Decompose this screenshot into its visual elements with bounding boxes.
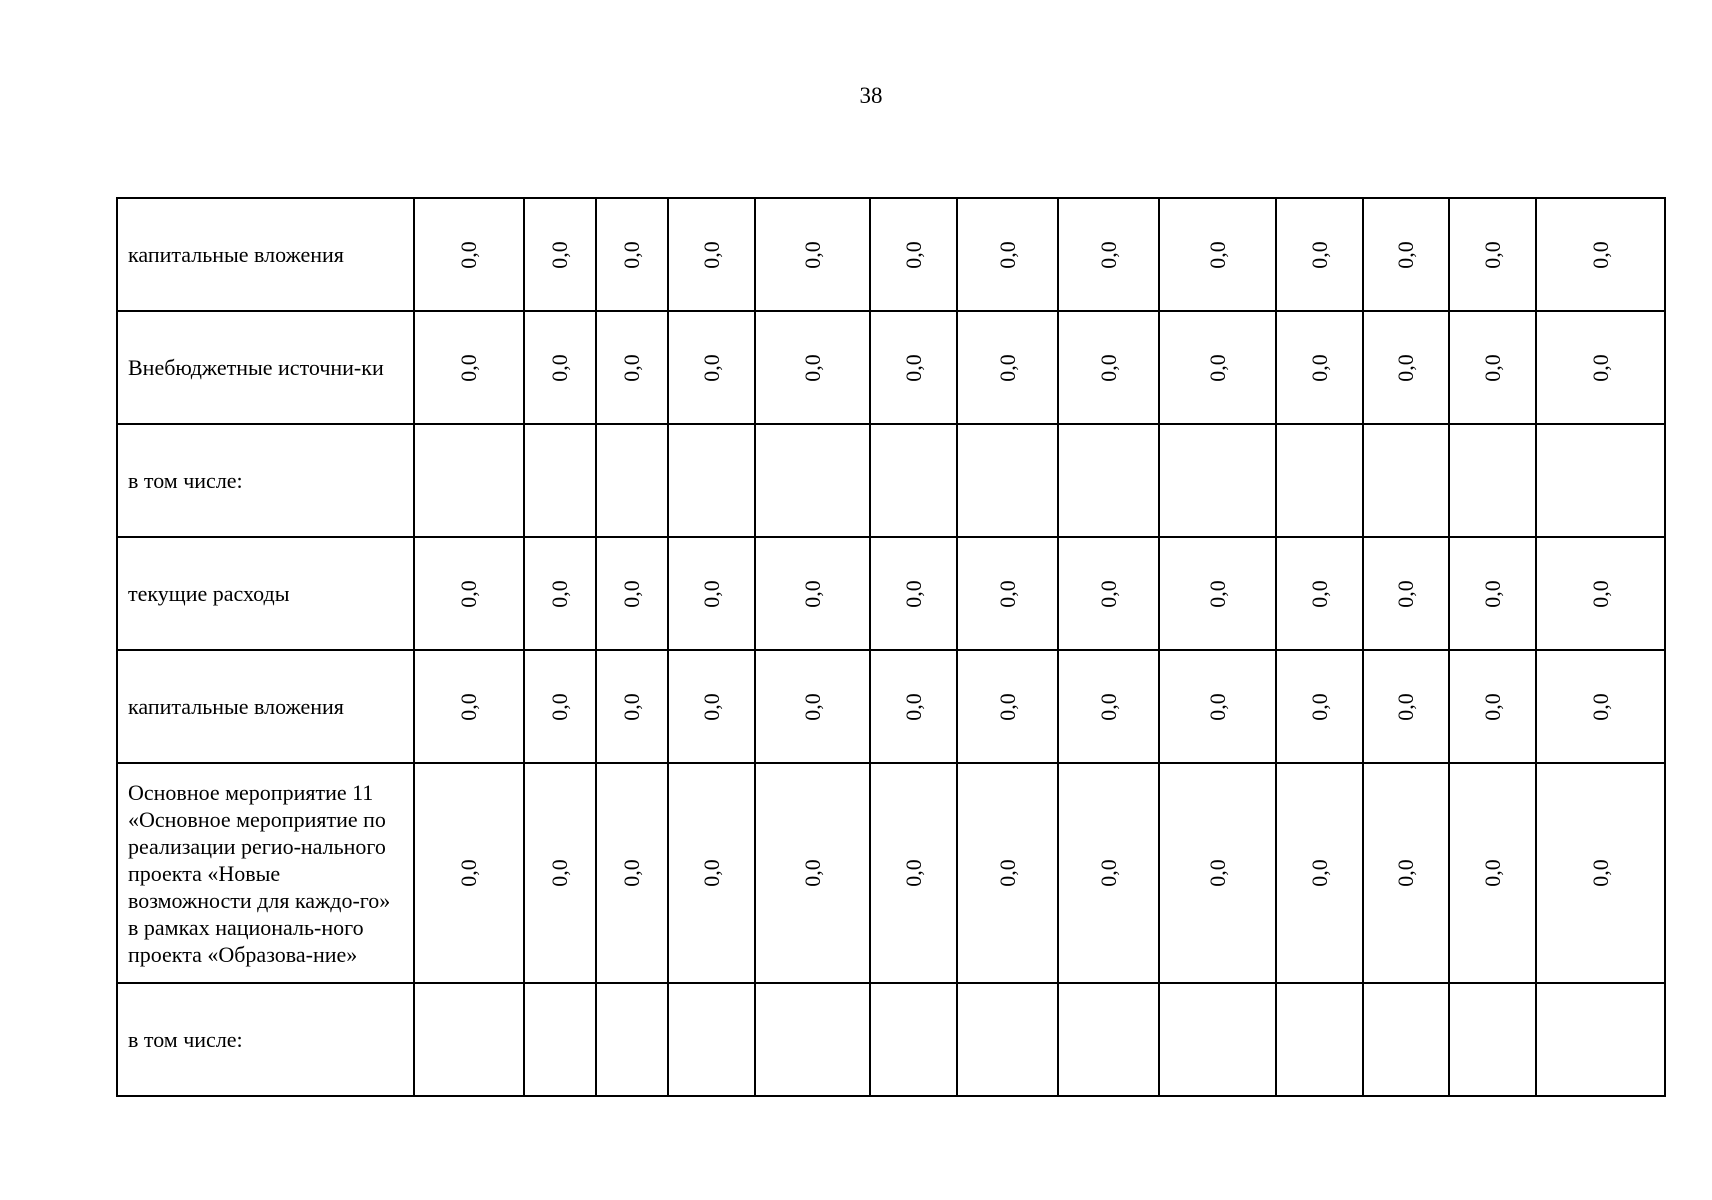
value-cell: [1159, 198, 1276, 311]
cell-value: 0,0: [698, 240, 724, 269]
cell-value: 0,0: [1587, 859, 1613, 887]
cell-value: 0,0: [1204, 353, 1230, 382]
table-row: [117, 983, 1665, 1096]
cell-value: 0,0: [799, 692, 825, 721]
cell-value: 0,0: [1587, 692, 1613, 721]
value-cell: [870, 763, 957, 983]
value-cell: [596, 983, 668, 1096]
cell-value: 0,0: [547, 240, 572, 269]
cell-value: 0,0: [1306, 579, 1332, 608]
cell-value: 0,0: [619, 579, 644, 608]
value-cell: [755, 198, 870, 311]
cell-value: 0,0: [619, 692, 644, 721]
value-cell: [1449, 763, 1536, 983]
table-row: [117, 650, 1665, 763]
value-cell: [1363, 983, 1449, 1096]
cell-value: 0,0: [698, 353, 724, 382]
cell-value: 0,0: [1587, 240, 1613, 269]
value-cell: [1363, 763, 1449, 983]
cell-value: 0,0: [1204, 579, 1230, 608]
value-cell: [1363, 424, 1449, 537]
cell-value: 0,0: [799, 859, 825, 887]
cell-value: 0,0: [1204, 859, 1230, 887]
cell-value: 0,0: [619, 859, 644, 887]
cell-value: 0,0: [619, 353, 644, 382]
row-label: текущие расходы: [117, 537, 414, 650]
cell-value: 0,0: [994, 859, 1020, 887]
value-cell: [870, 537, 957, 650]
value-cell: [1058, 650, 1159, 763]
cell-value: 0,0: [1095, 240, 1121, 269]
cell-value: 0,0: [1587, 579, 1613, 608]
value-cell: [1276, 424, 1363, 537]
cell-value: 0,0: [1479, 240, 1505, 269]
value-cell: [524, 763, 596, 983]
cell-value: 0,0: [619, 240, 644, 269]
value-cell: [957, 763, 1058, 983]
value-cell: [870, 198, 957, 311]
value-cell: [668, 198, 755, 311]
cell-value: 0,0: [900, 692, 926, 721]
value-cell: [1276, 763, 1363, 983]
value-cell: [524, 198, 596, 311]
value-cell: [524, 311, 596, 424]
value-cell: [957, 537, 1058, 650]
value-cell: [1449, 311, 1536, 424]
row-label: Внебюджетные источни-ки: [117, 311, 414, 424]
value-cell: [870, 650, 957, 763]
value-cell: [524, 983, 596, 1096]
cell-value: 0,0: [1393, 692, 1418, 721]
value-cell: [668, 537, 755, 650]
table-row: [117, 311, 1665, 424]
value-cell: [957, 983, 1058, 1096]
cell-value: 0,0: [698, 579, 724, 608]
value-cell: [957, 650, 1058, 763]
value-cell: [1449, 198, 1536, 311]
row-label: Основное мероприятие 11 «Основное мероприятие по реализации регио-нального проекта «Новые возможности для каждо-го» в рамках националь-ного проекта «Образова-ние»: [117, 763, 414, 983]
cell-value: 0,0: [994, 579, 1020, 608]
value-cell: [1363, 537, 1449, 650]
value-cell: [870, 983, 957, 1096]
cell-value: 0,0: [698, 859, 724, 887]
value-cell: [957, 311, 1058, 424]
value-cell: [1363, 311, 1449, 424]
cell-value: 0,0: [456, 692, 481, 721]
cell-value: 0,0: [456, 859, 481, 887]
value-cell: [1058, 537, 1159, 650]
value-cell: [1536, 424, 1665, 537]
cell-value: 0,0: [1393, 353, 1418, 382]
cell-value: 0,0: [1306, 692, 1332, 721]
value-cell: [414, 983, 524, 1096]
cell-value: 0,0: [547, 353, 572, 382]
cell-value: 0,0: [1095, 579, 1121, 608]
value-cell: [1058, 763, 1159, 983]
value-cell: [414, 763, 524, 983]
cell-value: 0,0: [1095, 859, 1121, 887]
value-cell: [755, 983, 870, 1096]
value-cell: [668, 650, 755, 763]
value-cell: [668, 983, 755, 1096]
cell-value: 0,0: [456, 240, 481, 269]
value-cell: [1449, 424, 1536, 537]
cell-value: 0,0: [1306, 859, 1332, 887]
value-cell: [1276, 537, 1363, 650]
page-number: 38: [859, 83, 883, 108]
table-row: [117, 198, 1665, 311]
value-cell: [1536, 650, 1665, 763]
value-cell: [1159, 763, 1276, 983]
value-cell: [1363, 198, 1449, 311]
row-label: в том числе:: [117, 424, 414, 537]
value-cell: [1449, 537, 1536, 650]
cell-value: 0,0: [1393, 859, 1418, 887]
cell-value: 0,0: [1479, 692, 1505, 721]
value-cell: [755, 537, 870, 650]
cell-value: 0,0: [456, 353, 481, 382]
cell-value: 0,0: [698, 692, 724, 721]
value-cell: [596, 424, 668, 537]
cell-value: 0,0: [900, 353, 926, 382]
table-row: [117, 424, 1665, 537]
cell-value: 0,0: [1587, 353, 1613, 382]
cell-value: 0,0: [1095, 353, 1121, 382]
cell-value: 0,0: [547, 692, 572, 721]
budget-table: [116, 197, 1666, 1097]
value-cell: [668, 311, 755, 424]
cell-value: 0,0: [994, 240, 1020, 269]
value-cell: [1536, 198, 1665, 311]
value-cell: [414, 537, 524, 650]
value-cell: [1449, 983, 1536, 1096]
cell-value: 0,0: [547, 579, 572, 608]
value-cell: [596, 763, 668, 983]
value-cell: [668, 424, 755, 537]
value-cell: [870, 424, 957, 537]
cell-value: 0,0: [1204, 692, 1230, 721]
value-cell: [1058, 983, 1159, 1096]
value-cell: [1449, 650, 1536, 763]
cell-value: 0,0: [1306, 353, 1332, 382]
value-cell: [414, 424, 524, 537]
value-cell: [1159, 650, 1276, 763]
value-cell: [414, 198, 524, 311]
value-cell: [1276, 198, 1363, 311]
value-cell: [957, 198, 1058, 311]
value-cell: [596, 650, 668, 763]
value-cell: [414, 650, 524, 763]
cell-value: 0,0: [456, 579, 481, 608]
table-row: [117, 763, 1665, 983]
row-label: капитальные вложения: [117, 198, 414, 311]
value-cell: [596, 311, 668, 424]
value-cell: [957, 424, 1058, 537]
table-row: [117, 537, 1665, 650]
cell-value: 0,0: [1095, 692, 1121, 721]
cell-value: 0,0: [994, 353, 1020, 382]
value-cell: [1058, 198, 1159, 311]
cell-value: 0,0: [1393, 579, 1418, 608]
row-label: капитальные вложения: [117, 650, 414, 763]
cell-value: 0,0: [994, 692, 1020, 721]
value-cell: [1058, 424, 1159, 537]
cell-value: 0,0: [799, 240, 825, 269]
value-cell: [596, 537, 668, 650]
value-cell: [1159, 311, 1276, 424]
value-cell: [755, 311, 870, 424]
value-cell: [1536, 537, 1665, 650]
cell-value: 0,0: [799, 579, 825, 608]
cell-value: 0,0: [1306, 240, 1332, 269]
cell-value: 0,0: [900, 579, 926, 608]
cell-value: 0,0: [1393, 240, 1418, 269]
value-cell: [414, 311, 524, 424]
value-cell: [755, 424, 870, 537]
value-cell: [524, 537, 596, 650]
value-cell: [1058, 311, 1159, 424]
value-cell: [1536, 983, 1665, 1096]
value-cell: [1536, 311, 1665, 424]
cell-value: 0,0: [799, 353, 825, 382]
value-cell: [596, 198, 668, 311]
value-cell: [1276, 983, 1363, 1096]
cell-value: 0,0: [900, 859, 926, 887]
cell-value: 0,0: [1479, 859, 1505, 887]
value-cell: [1159, 537, 1276, 650]
value-cell: [755, 650, 870, 763]
cell-value: 0,0: [547, 859, 572, 887]
value-cell: [870, 311, 957, 424]
value-cell: [1276, 311, 1363, 424]
cell-value: 0,0: [1479, 353, 1505, 382]
cell-value: 0,0: [900, 240, 926, 269]
value-cell: [755, 763, 870, 983]
value-cell: [1276, 650, 1363, 763]
value-cell: [1363, 650, 1449, 763]
cell-value: 0,0: [1479, 579, 1505, 608]
value-cell: [1159, 983, 1276, 1096]
cell-value: 0,0: [1204, 240, 1230, 269]
value-cell: [1536, 763, 1665, 983]
value-cell: [524, 650, 596, 763]
value-cell: [668, 763, 755, 983]
row-label: в том числе:: [117, 983, 414, 1096]
value-cell: [1159, 424, 1276, 537]
value-cell: [524, 424, 596, 537]
